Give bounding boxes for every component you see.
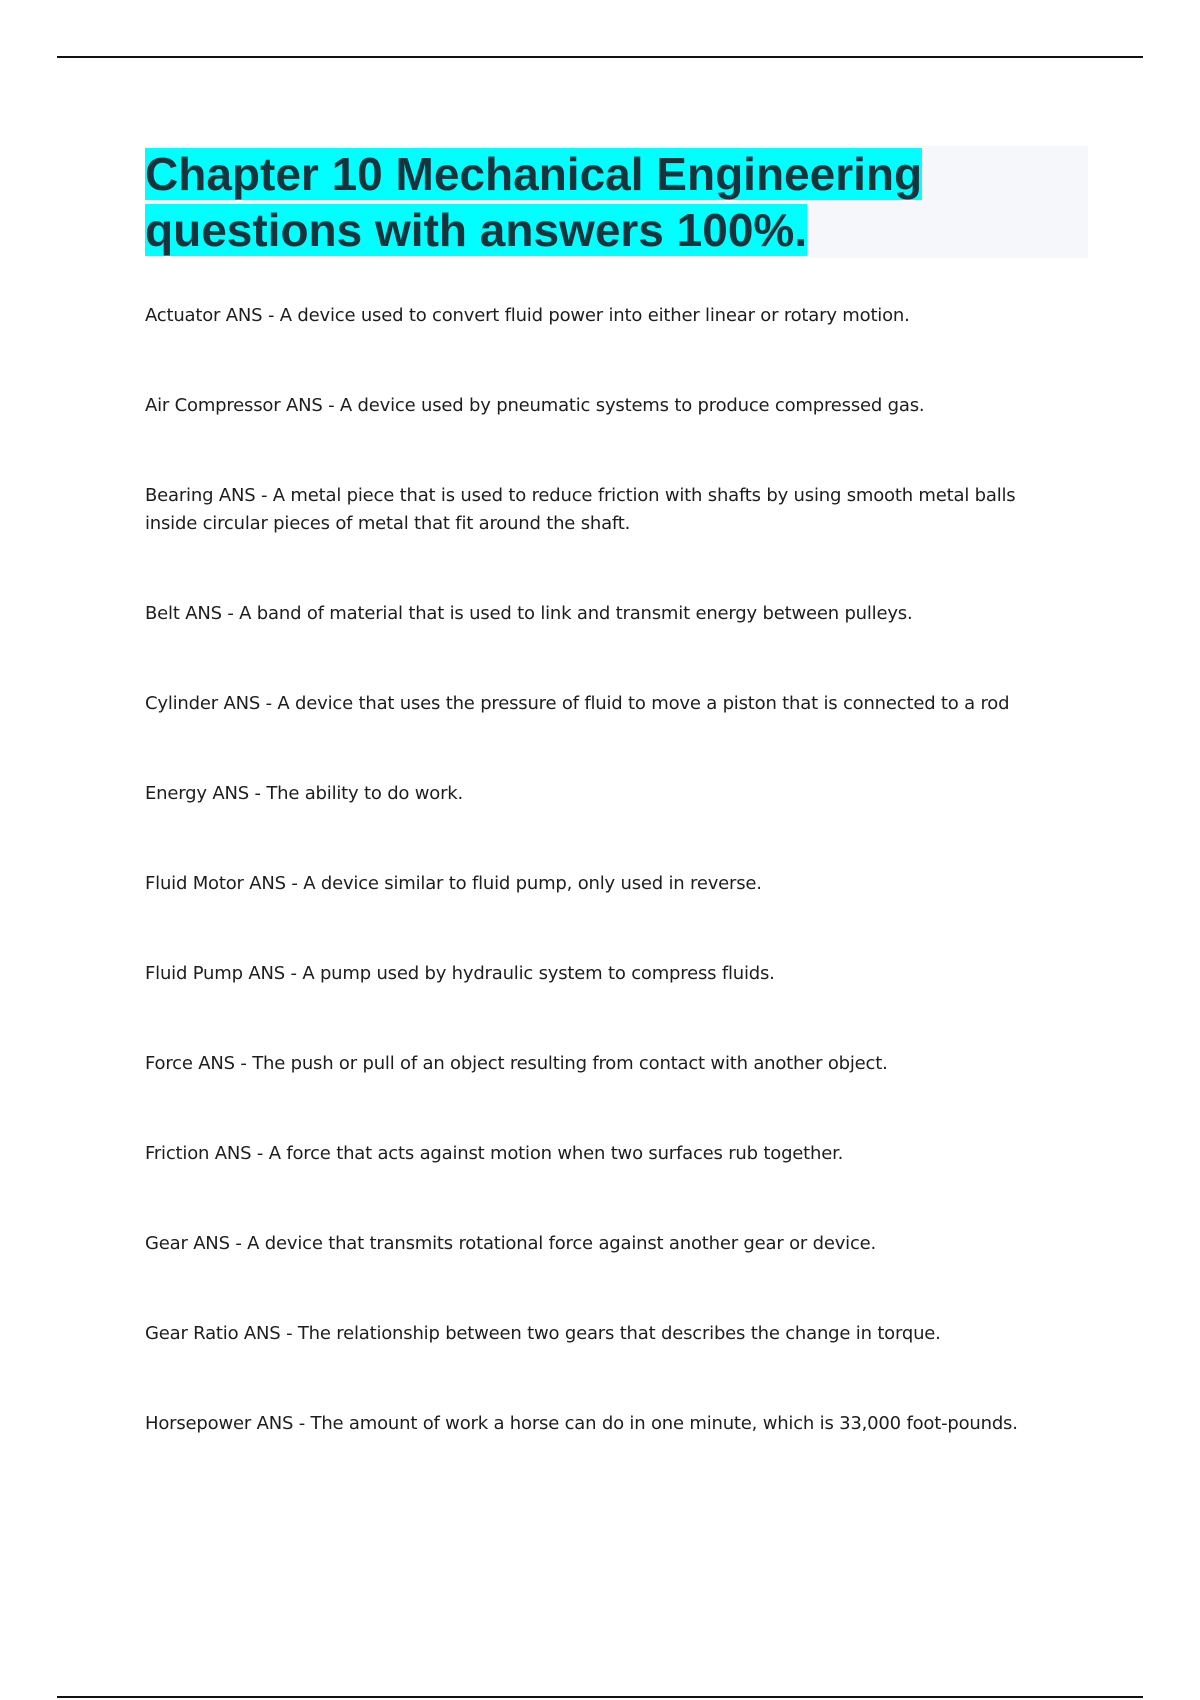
answer-marker: ANS: [198, 1053, 235, 1074]
header-rule: [57, 56, 1143, 58]
entry-definition: - The amount of work a horse can do in one minute, which is 33,000 foot-pounds.: [298, 1413, 1018, 1434]
entry-definition: - A metal piece that is used to reduce friction with shafts by using smooth metal balls inside circular pieces of metal that fit around the shaft.: [145, 485, 1022, 534]
entry-definition: - A device used by pneumatic systems to produce compressed gas.: [328, 395, 925, 416]
entry-item: [145, 600, 1065, 628]
entry-term: Energy: [145, 783, 207, 804]
entry-definition: - A device that uses the pressure of fluid to move a piston that is connected to a rod: [265, 693, 1010, 714]
answer-marker: ANS: [185, 603, 222, 624]
answer-marker: ANS: [193, 1233, 230, 1254]
answer-marker: ANS: [223, 693, 261, 714]
entry-term: Air Compressor: [145, 395, 281, 416]
entry-term: Gear: [145, 1233, 188, 1254]
entry-definition: - A band of material that is used to link and transmit energy between pulleys.: [227, 603, 913, 624]
entry-definition: - A force that acts against motion when two surfaces rub together.: [256, 1143, 844, 1164]
entry-item: [145, 960, 1065, 988]
entry-item: [145, 1050, 1065, 1078]
entry-term: Bearing: [145, 485, 214, 506]
entry-item: [145, 780, 1065, 808]
entry-definition: - The ability to do work.: [254, 783, 464, 804]
entry-item: [145, 870, 1065, 898]
entry-list: [145, 302, 1065, 1500]
title-box: [145, 146, 1088, 258]
entry-term: Fluid Motor: [145, 873, 244, 894]
answer-marker: ANS: [256, 1413, 294, 1434]
entry-item: [145, 392, 1065, 420]
answer-marker: ANS: [243, 1323, 281, 1344]
answer-marker: ANS: [225, 305, 263, 326]
entry-definition: - A pump used by hydraulic system to compress fluids.: [290, 963, 775, 984]
answer-marker: ANS: [249, 873, 286, 894]
answer-marker: ANS: [212, 783, 249, 804]
document-title-highlight: Chapter 10 Mechanical Engineering questions with answers 100%.: [145, 148, 923, 256]
entry-definition: - A device used to convert fluid power into either linear or rotary motion.: [267, 305, 910, 326]
answer-marker: ANS: [285, 395, 323, 416]
entry-item: [145, 482, 1065, 538]
entry-term: Fluid Pump: [145, 963, 243, 984]
entry-term: Friction: [145, 1143, 210, 1164]
entry-item: [145, 1230, 1065, 1258]
entry-term: Cylinder: [145, 693, 218, 714]
answer-marker: ANS: [248, 963, 285, 984]
entry-item: [145, 302, 1065, 330]
entry-term: Force: [145, 1053, 193, 1074]
answer-marker: ANS: [214, 1143, 252, 1164]
document-title: [145, 146, 1088, 258]
entry-definition: - The push or pull of an object resulting from contact with another object.: [240, 1053, 888, 1074]
entry-term: Belt: [145, 603, 180, 624]
entry-term: Horsepower: [145, 1413, 252, 1434]
entry-definition: - A device similar to fluid pump, only used in reverse.: [291, 873, 762, 894]
footer-rule: [57, 1696, 1143, 1698]
answer-marker: ANS: [218, 485, 256, 506]
entry-definition: - A device that transmits rotational force against another gear or device.: [235, 1233, 877, 1254]
entry-item: [145, 690, 1065, 718]
entry-term: Gear Ratio: [145, 1323, 239, 1344]
entry-item: [145, 1410, 1065, 1438]
entry-term: Actuator: [145, 305, 221, 326]
entry-item: [145, 1320, 1065, 1348]
entry-item: [145, 1140, 1065, 1168]
entry-definition: - The relationship between two gears that describes the change in torque.: [286, 1323, 941, 1344]
